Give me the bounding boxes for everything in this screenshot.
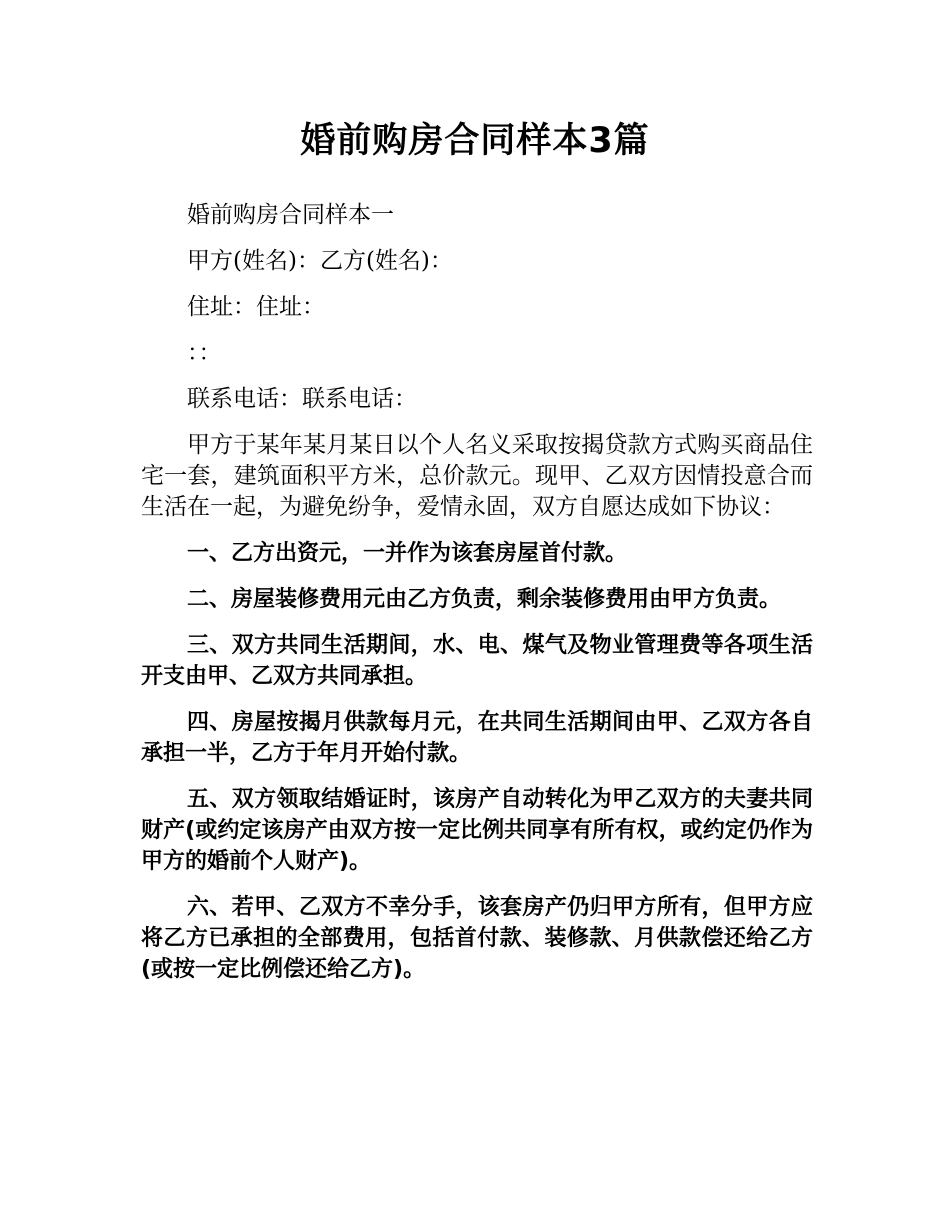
clause-4: 四、房屋按揭月供款每月元，在共同生活期间由甲、乙双方各自承担一半，乙方于年月开始付款。 (141, 710, 813, 766)
clause-3: 三、双方共同生活期间，水、电、煤气及物业管理费等各项生活开支由甲、乙双方共同承担。 (141, 633, 813, 689)
document-title: 婚前购房合同样本3篇 (300, 121, 650, 161)
clause-2: 二、房屋装修费用元由乙方负责，剩余装修费用由甲方负责。 (187, 587, 782, 612)
paragraph-preamble: 甲方于某年某月某日以个人名义采取按揭贷款方式购买商品住宅一套，建筑面积平方米，总价款元。现甲、乙双方因情投意合而生活在一起，为避免纷争，爱情永固，双方自愿达成如下协议： (141, 432, 813, 520)
clause-6: 六、若甲、乙双方不幸分手，该套房产仍归甲方所有，但甲方应将乙方已承担的全部费用，包括首付款、装修款、月供款偿还给乙方(或按一定比例偿还给乙方)。 (141, 895, 813, 982)
paragraph-party-names: 甲方(姓名)：乙方(姓名)： (187, 248, 453, 274)
paragraph-blank-fields: ：： (187, 340, 222, 366)
paragraph-subtitle: 婚前购房合同样本一 (187, 202, 394, 228)
paragraph-addresses: 住址：住址： (187, 294, 325, 320)
clause-5: 五、双方领取结婚证时，该房产自动转化为甲乙双方的夫妻共同财产(或约定该房产由双方按一定比例共同享有所有权，或约定仍作为甲方的婚前个人财产)。 (141, 787, 813, 874)
clause-1: 一、乙方出资元，一并作为该套房屋首付款。 (187, 541, 628, 566)
document-body (141, 200, 813, 1000)
paragraph-phones: 联系电话：联系电话： (187, 386, 417, 412)
